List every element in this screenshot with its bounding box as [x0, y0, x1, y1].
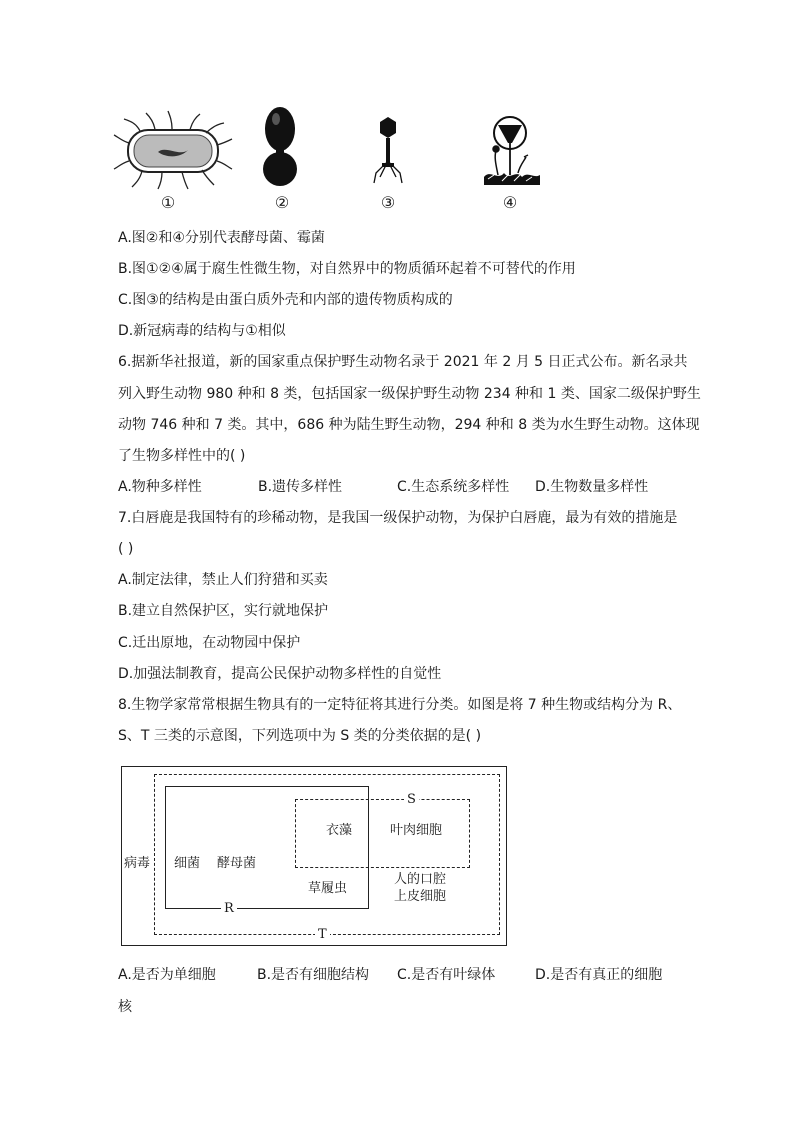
item-mesophyll-cell: 叶肉细胞	[390, 823, 443, 838]
q5-option-b[interactable]: B.图①②④属于腐生性微生物，对自然界中的物质循环起着不可替代的作用	[118, 261, 576, 277]
yeast-drawing	[263, 107, 297, 186]
q8-option-d[interactable]: D.是否有真正的细胞	[535, 967, 663, 983]
mold-drawing	[484, 117, 540, 185]
q5-option-c[interactable]: C.图③的结构是由蛋白质外壳和内部的遗传物质构成的	[118, 292, 453, 308]
q7-option-d[interactable]: D.加强法制教育，提高公民保护动物多样性的自觉性	[118, 666, 442, 682]
figure-label-2: ②	[274, 193, 290, 212]
q6-option-b[interactable]: B.遗传多样性	[258, 479, 343, 495]
figure-label-4: ④	[502, 193, 518, 212]
q8-stem-line-1: 8.生物学家常常根据生物具有的一定特征将其进行分类。如图是将 7 种生物或结构分为 R、	[118, 697, 682, 713]
q5-option-a[interactable]: A.图②和④分别代表酵母菌、霉菌	[118, 230, 325, 246]
q7-stem-line-1: 7.白唇鹿是我国特有的珍稀动物，是我国一级保护动物，为保护白唇鹿，最为有效的措施是	[118, 510, 678, 526]
label-s: S	[404, 793, 419, 807]
q7-option-b[interactable]: B.建立自然保护区，实行就地保护	[118, 603, 329, 619]
q6-option-d[interactable]: D.生物数量多样性	[535, 479, 649, 495]
q6-option-c[interactable]: C.生态系统多样性	[397, 479, 510, 495]
q7-stem-line-2: ( )	[118, 541, 134, 557]
q7-option-c[interactable]: C.迁出原地，在动物园中保护	[118, 635, 301, 651]
q6-stem-line-3: 动物 746 种和 7 类。其中，686 种为陆生野生动物，294 种和 8 类为水生野生动物。这体现	[118, 417, 700, 433]
bacteriophage-drawing	[374, 117, 402, 183]
q7-option-a[interactable]: A.制定法律，禁止人们狩猎和买卖	[118, 572, 328, 588]
q8-option-a[interactable]: A.是否为单细胞	[118, 967, 216, 983]
bacterium-drawing	[114, 111, 232, 189]
item-bacteria: 细菌	[174, 856, 201, 871]
q8-option-d-wrap: 核	[118, 999, 132, 1015]
q6-stem-line-1: 6.据新华社报道，新的国家重点保护野生动物名录于 2021 年 2 月 5 日正式公布。新名录共	[118, 354, 688, 370]
q8-option-b[interactable]: B.是否有细胞结构	[257, 967, 370, 983]
item-yeast: 酵母菌	[217, 856, 257, 871]
item-paramecium: 草履虫	[308, 881, 348, 896]
q6-stem-line-4: 了生物多样性中的( )	[118, 448, 246, 464]
group-s-box	[295, 799, 470, 868]
label-r: R	[221, 902, 237, 916]
microorganism-figure	[110, 105, 570, 215]
q6-option-a[interactable]: A.物种多样性	[118, 479, 202, 495]
item-virus: 病毒	[124, 856, 151, 871]
classification-diagram	[121, 766, 507, 946]
item-epithelium-line-2: 上皮细胞	[394, 889, 447, 904]
q6-stem-line-2: 列入野生动物 980 种和 8 类，包括国家一级保护野生动物 234 种和 1 类、国家二级保护野生	[118, 386, 701, 402]
item-epithelium-line-1: 人的口腔	[394, 872, 447, 887]
q8-option-c[interactable]: C.是否有叶绿体	[397, 967, 496, 983]
q5-option-d[interactable]: D.新冠病毒的结构与①相似	[118, 323, 286, 339]
figure-label-3: ③	[380, 193, 396, 212]
q8-stem-line-2: S、T 三类的示意图，下列选项中为 S 类的分类依据的是( )	[118, 728, 482, 744]
item-chlamydomonas: 衣藻	[326, 823, 353, 838]
microorganism-drawings	[110, 105, 570, 195]
label-t: T	[315, 928, 330, 942]
figure-label-1: ①	[160, 193, 176, 212]
